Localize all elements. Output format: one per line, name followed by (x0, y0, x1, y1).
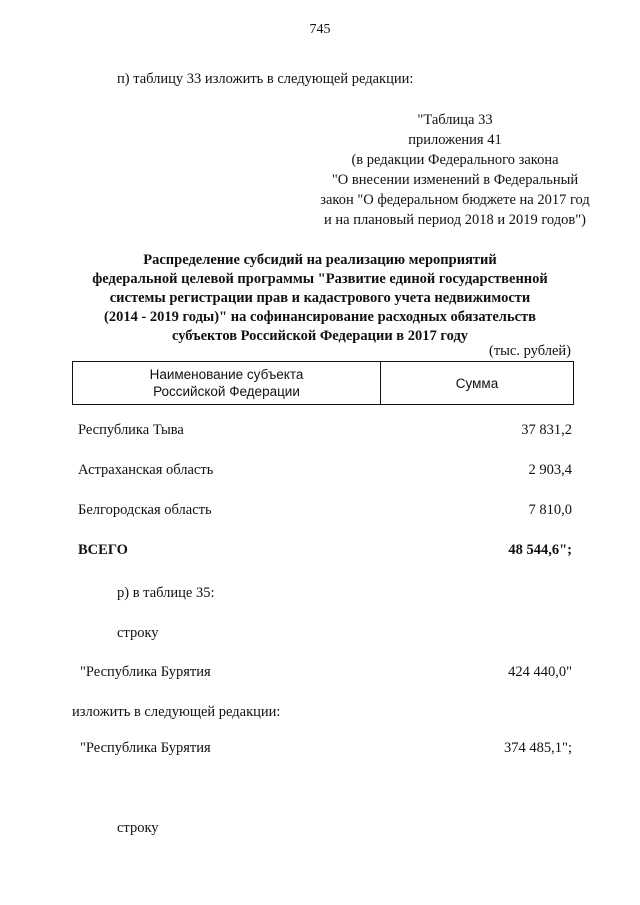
row-name: Белгородская область (78, 502, 212, 518)
annotation-line: "Таблица 33 (417, 112, 493, 128)
new-row (80, 740, 572, 760)
table-total-row (78, 542, 572, 562)
new-row-value: 374 485,1"; (504, 740, 572, 756)
row-value: 2 903,4 (528, 462, 572, 478)
annotation-line: (в редакции Федерального закона (351, 152, 559, 168)
table-row (78, 502, 572, 522)
row-name: Республика Тыва (78, 422, 184, 438)
annotation-line: "О внесении изменений в Федеральный (331, 172, 579, 188)
title-line: субъектов Российской Федерации в 2017 году (171, 328, 469, 344)
new-row-name: "Республика Бурятия (80, 740, 211, 756)
title-line: Распределение субсидий на реализацию мероприятий (143, 252, 497, 268)
total-value: 48 544,6"; (508, 542, 572, 558)
header-name-cell (73, 362, 381, 404)
section-r-text: р) в таблице 35: (117, 585, 215, 601)
header-name-line: Наименование субъекта (149, 367, 304, 382)
line-row-text: строку (117, 820, 159, 836)
row-name: Астраханская область (78, 462, 214, 478)
line-row-text: строку (117, 625, 159, 641)
table-annotation (270, 110, 640, 230)
table-row (78, 422, 572, 442)
total-label: ВСЕГО (78, 542, 128, 558)
annotation-line: приложения 41 (408, 132, 502, 148)
replace-text: изложить в следующей редакции: (72, 704, 281, 720)
row-value: 7 810,0 (528, 502, 572, 518)
intro-text: п) таблицу 33 изложить в следующей редакции: (117, 71, 414, 87)
header-name-line: Российской Федерации (153, 384, 300, 399)
annotation-line: закон "О федеральном бюджете на 2017 год (320, 192, 590, 208)
row-value: 37 831,2 (521, 422, 572, 438)
old-row-value: 424 440,0" (508, 664, 572, 680)
table-row (78, 462, 572, 482)
title-line: системы регистрации прав и кадастрового учета недвижимости (109, 290, 531, 306)
annotation-line: и на плановый период 2018 и 2019 годов") (324, 212, 586, 228)
header-sum-cell: Сумма (455, 375, 499, 391)
old-row-name: "Республика Бурятия (80, 664, 211, 680)
title-line: (2014 - 2019 годы)" на софинансирование расходных обязательств (103, 309, 536, 325)
document-title (40, 251, 600, 346)
old-row (80, 664, 572, 684)
title-line: федеральной целевой программы "Развитие единой государственной (92, 271, 548, 287)
page-number: 745 (309, 22, 331, 37)
units-label: (тыс. рублей) (489, 343, 571, 359)
table-header (72, 361, 574, 405)
